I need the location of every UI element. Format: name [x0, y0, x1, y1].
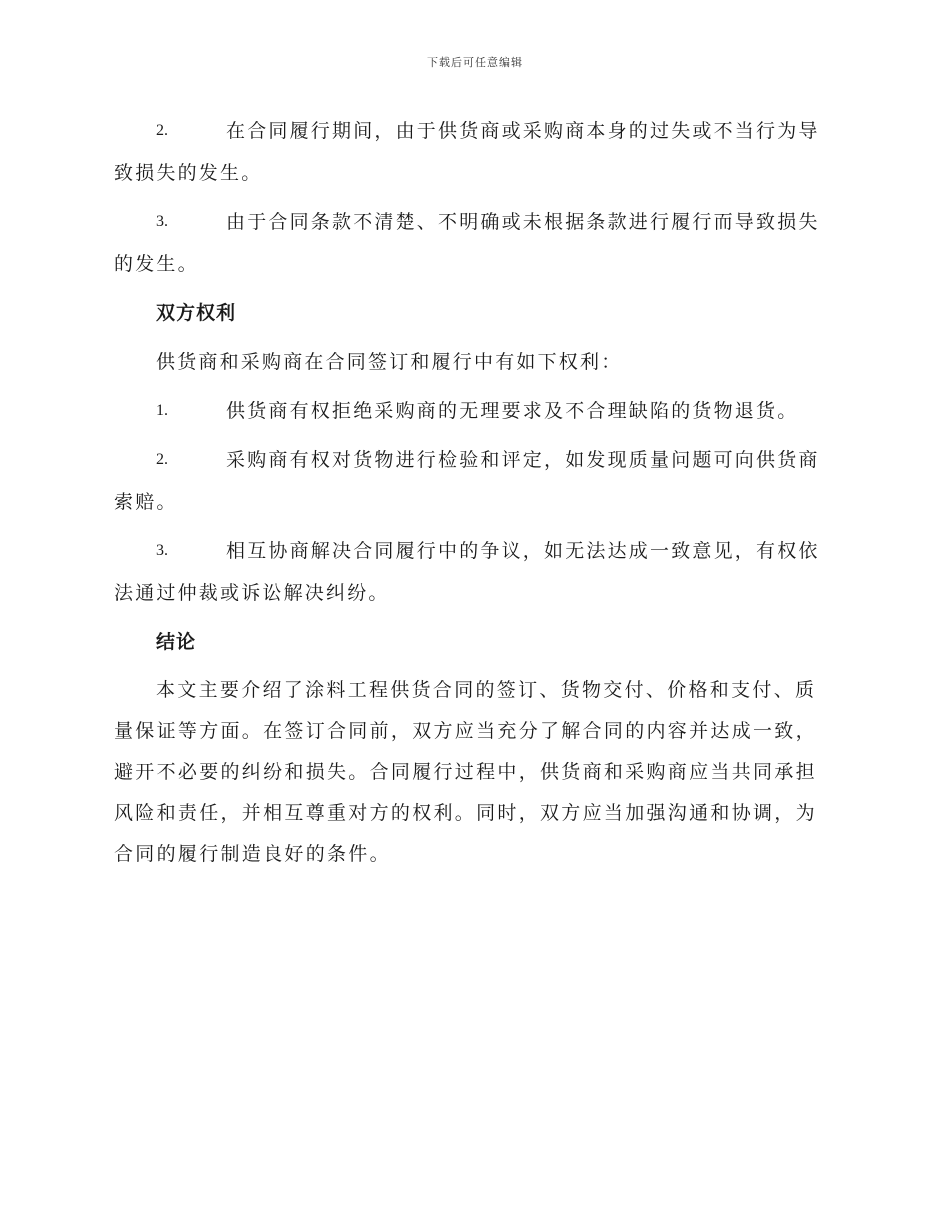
list-item-number: 2. [156, 451, 168, 468]
list-item-number: 3. [156, 213, 168, 230]
list-item-number: 2. [156, 122, 168, 139]
list-item [114, 439, 834, 523]
list-item-text: 采购商有权对货物进行检验和评定，如发现质量问题可向供货商索赔。 [114, 449, 820, 513]
rights-intro-paragraph: 供货商和采购商在合同签订和履行中有如下权利： [156, 351, 623, 373]
list-item [114, 110, 834, 194]
page-header: 下载后可任意编辑 [427, 56, 523, 69]
list-item [114, 390, 834, 432]
section-heading-rights: 双方权利 [156, 302, 237, 324]
list-item-number: 1. [156, 402, 168, 419]
list-item-text: 由于合同条款不清楚、不明确或未根据条款进行履行而导致损失的发生。 [114, 211, 820, 275]
section-heading-conclusion: 结论 [156, 631, 197, 653]
list-item-number: 3. [156, 542, 168, 559]
list-item [114, 201, 834, 285]
conclusion-paragraph: 本文主要介绍了涂料工程供货合同的签订、货物交付、价格和支付、质量保证等方面。在签订合同前，双方应当充分了解合同的内容并达成一致，避开不必要的纠纷和损失。合同履行过程中，供货商和采购商应当共同承担风险和责任，并相互尊重对方的权利。同时，双方应当加强沟通和协调，为合同的履行制造良好的条件。 [114, 679, 817, 865]
document-body [114, 110, 834, 882]
list-item [114, 530, 834, 614]
list-item-text: 在合同履行期间，由于供货商或采购商本身的过失或不当行为导致损失的发生。 [114, 120, 820, 184]
list-item-text: 供货商有权拒绝采购商的无理要求及不合理缺陷的货物退货。 [226, 400, 799, 422]
list-item-text: 相互协商解决合同履行中的争议，如无法达成一致意见，有权依法通过仲裁或诉讼解决纠纷。 [114, 540, 820, 604]
